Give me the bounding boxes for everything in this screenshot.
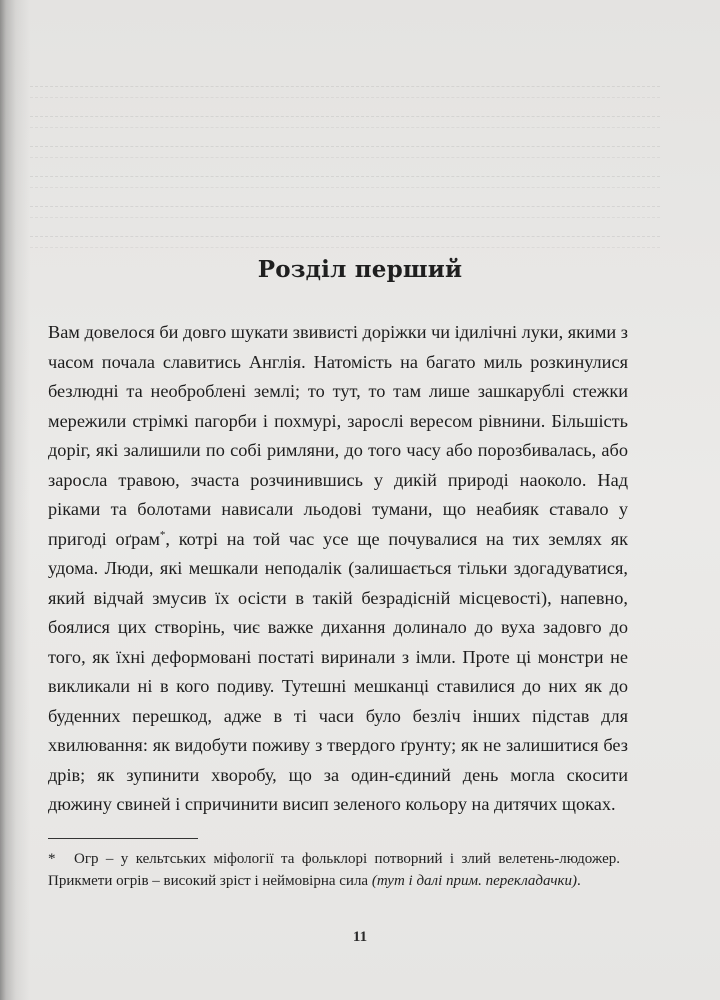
footnote-divider	[48, 838, 198, 839]
bleed-through-line	[30, 176, 660, 188]
footnote-mark: *	[48, 851, 56, 867]
footnote-text: Огр – у кельтських міфології та фольклорі потворний і злий велетень-людожер. Прикмети огрів – високий зріст і неймовірна сила	[48, 851, 620, 889]
bleed-through-line	[30, 86, 660, 98]
footnote-end: .	[577, 873, 581, 889]
body-paragraph	[48, 318, 628, 820]
footnote	[48, 848, 620, 892]
body-text-part-2: , котрі на той час усе ще почувалися на тих землях як удома. Люди, які мешкали неподалік (залишається тільки здогадуватися, який відчай змусив їх осісти в такій безрадісній місцевості), напевно, боялися цих створінь, чиє важке дихання долинало до вуха задовго до того, як їхні деформовані постаті виринали з імли. Проте ці монстри не викликали ні в кого подиву. Тутешні мешканці ставилися до них як до буденних перешкод, адже в ті часи було безліч інших підстав для хвилювання: як видобути поживу з твердого ґрунту; як не залишитися без дрів; як зупинити хворобу, що за один-єдиний день могла скосити дюжину свиней і спричинити висип зеленого кольору на дитячих щоках.	[48, 528, 628, 814]
bleed-through-line	[30, 236, 660, 248]
page-number: 11	[352, 929, 368, 945]
bleed-through-line	[30, 146, 660, 158]
body-text-part-1: Вам довелося би довго шукати звивисті доріжки чи ідилічні луки, якими з часом почала славитись Англія. Натомість на багато миль розкинулися безлюдні та необроблені землі; то тут, то там лише зашкарублі стежки мережили стрімкі пагорби і похмурі, зарослі вересом рівнини. Більшість доріг, які залишили по собі римляни, до того часу або порозбивалась, або заросла травою, зчаста розчинившись у дикій природі наоколо. Над ріками та болотами нависали льодові тумани, що неабияк ставало у пригоді оґрам	[48, 322, 628, 549]
chapter-title: Розділ перший	[257, 256, 463, 283]
footnote-reference: *	[159, 528, 166, 541]
bleed-through-line	[30, 116, 660, 128]
footnote-italic-note: (тут і далі прим. перекладачки)	[371, 873, 577, 889]
bleed-through-line	[30, 206, 660, 218]
